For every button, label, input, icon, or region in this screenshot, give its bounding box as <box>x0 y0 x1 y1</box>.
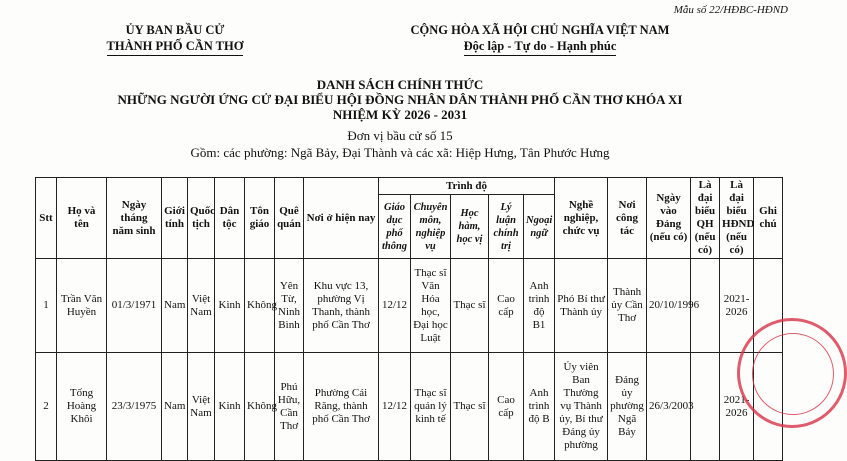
header-name: Họ và tên <box>57 178 107 259</box>
cell-council-delegate: 2021-2026 <box>720 259 754 353</box>
unit-includes: Gồm: các phường: Ngã Bảy, Đại Thành và các xã: Hiệp Hưng, Tân Phước Hưng <box>190 145 610 160</box>
cell-occupation: Ủy viên Ban Thường vụ Thành ủy, Bí thư Đảng ủy phường <box>555 353 608 461</box>
cell-political: Cao cấp <box>489 353 524 461</box>
cell-name: Trần Văn Huyền <box>57 259 107 353</box>
table-row <box>36 353 783 461</box>
cell-dob: 23/3/1975 <box>107 353 162 461</box>
cell-na-delegate <box>691 353 720 461</box>
form-number: Mẫu số 22/HĐBC-HĐND <box>673 4 788 16</box>
candidate-table <box>35 177 783 461</box>
header-foreign-lang: Ngoại ngữ <box>524 195 555 259</box>
cell-workplace: Đảng ủy phường Ngã Bảy <box>608 353 647 461</box>
title-line1: DANH SÁCH CHÍNH THỨC <box>316 77 484 92</box>
cell-nationality: Việt Nam <box>188 259 215 353</box>
cell-academic: Thạc sĩ <box>451 259 489 353</box>
cell-council-delegate: 2021-2026 <box>720 353 754 461</box>
cell-political: Cao cấp <box>489 259 524 353</box>
header-nationality: Quốc tịch <box>188 178 215 259</box>
country-name: CỘNG HÒA XÃ HỘI CHỦ NGHĨA VIỆT NAM <box>410 23 670 37</box>
cell-name: Tống Hoàng Khôi <box>57 353 107 461</box>
title-line2: NHỮNG NGƯỜI ỨNG CỬ ĐẠI BIỂU HỘI ĐỒNG NHÂN DÂN THÀNH PHỐ CẦN THƠ KHÓA XI <box>117 92 683 107</box>
cell-party-date: 26/3/2003 <box>647 353 691 461</box>
header-education: Trình độ <box>379 178 555 195</box>
cell-ethnicity: Kinh <box>215 259 245 353</box>
cell-stt: 2 <box>36 353 57 461</box>
cell-workplace: Thành ủy Cần Thơ <box>608 259 647 353</box>
document-title <box>0 77 800 122</box>
cell-hometown: Phú Hữu, Cần Thơ <box>275 353 304 461</box>
cell-professional: Thạc sĩ Văn Hóa học, Đại học Luật <box>411 259 451 353</box>
header-occupation: Nghề nghiệp, chức vụ <box>555 178 608 259</box>
cell-hometown: Yên Từ, Ninh Bình <box>275 259 304 353</box>
header-party-date: Ngày vào Đảng (nếu có) <box>647 178 691 259</box>
header-note: Ghi chú <box>754 178 783 259</box>
national-motto-header <box>385 22 695 56</box>
header-residence: Nơi ở hiện nay <box>304 178 379 259</box>
issuing-body-line1: ỦY BAN BẦU CỬ <box>125 23 225 37</box>
cell-stt: 1 <box>36 259 57 353</box>
official-seal <box>737 318 847 428</box>
cell-dob: 01/3/1971 <box>107 259 162 353</box>
header-dob: Ngày tháng năm sinh <box>107 178 162 259</box>
issuing-body-line2: THÀNH PHỐ CẦN THƠ <box>107 38 244 56</box>
header-workplace: Nơi công tác <box>608 178 647 259</box>
header-professional: Chuyên môn, nghiệp vụ <box>411 195 451 259</box>
header-academic: Học hàm, học vị <box>451 195 489 259</box>
cell-residence: Phường Cái Răng, thành phố Cần Thơ <box>304 353 379 461</box>
title-line3: NHIỆM KỲ 2026 - 2031 <box>332 107 468 122</box>
cell-foreign-lang: Anh trình độ B1 <box>524 259 555 353</box>
issuing-body-header <box>90 22 260 56</box>
cell-religion: Không <box>245 353 275 461</box>
cell-general-edu: 12/12 <box>379 353 411 461</box>
header-council-delegate: Là đại biểu HĐND (nếu có) <box>720 178 754 259</box>
header-ethnicity: Dân tộc <box>215 178 245 259</box>
header-gender: Giới tính <box>162 178 188 259</box>
cell-gender: Nam <box>162 259 188 353</box>
header-political: Lý luận chính trị <box>489 195 524 259</box>
motto: Độc lập - Tự do - Hạnh phúc <box>464 38 617 56</box>
header-hometown: Quê quán <box>275 178 304 259</box>
electoral-unit: Đơn vị bầu cử số 15 <box>347 128 453 143</box>
cell-professional: Thạc sĩ quản lý kinh tế <box>411 353 451 461</box>
cell-party-date: 20/10/1996 <box>647 259 691 353</box>
table-row <box>36 259 783 353</box>
cell-occupation: Phó Bí thư Thành ủy <box>555 259 608 353</box>
official-seal-inner-ring <box>752 333 834 415</box>
header-general-edu: Giáo dục phổ thông <box>379 195 411 259</box>
header-stt: Stt <box>36 178 57 259</box>
cell-gender: Nam <box>162 353 188 461</box>
cell-academic: Thạc sĩ <box>451 353 489 461</box>
header-religion: Tôn giáo <box>245 178 275 259</box>
header-na-delegate: Là đại biểu QH (nếu có) <box>691 178 720 259</box>
cell-residence: Khu vực 13, phường Vị Thanh, thành phố Cần Thơ <box>304 259 379 353</box>
cell-foreign-lang: Anh trình độ B <box>524 353 555 461</box>
cell-general-edu: 12/12 <box>379 259 411 353</box>
cell-ethnicity: Kinh <box>215 353 245 461</box>
cell-religion: Không <box>245 259 275 353</box>
cell-nationality: Việt Nam <box>188 353 215 461</box>
